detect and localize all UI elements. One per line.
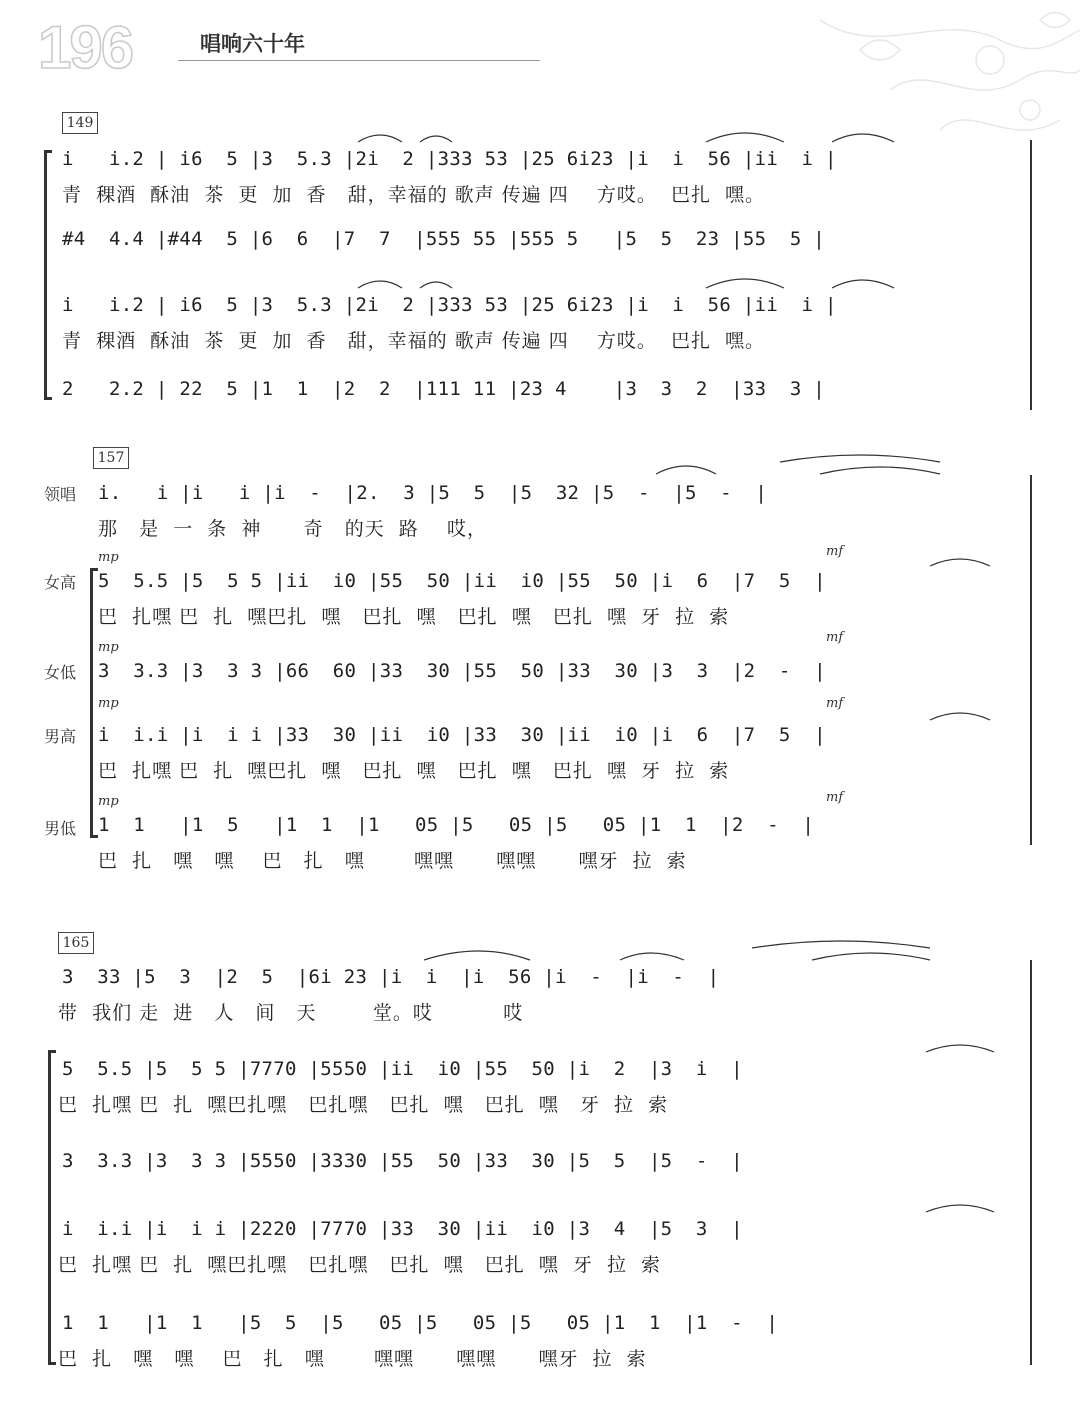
lyric-row: 带 我们 走 进 人 间 天 堂。哎 哎 [58, 1002, 524, 1024]
score-row-bass: 2 2.2 | 22 5 |1 1 |2 2 |111 11 |23 4 |3 3 2 |33 3 | [62, 378, 826, 400]
dynamic-mark: mf [826, 696, 844, 711]
score-row-soprano: i i.2 | i6 5 |3 5.3 |2i 2 |333 53 |25 6i23 |i i 56 |ii i | [62, 148, 837, 170]
score-row-lead: 3 33 |5 3 |2 5 |6i 23 |i i |i 56 |i - |i - | [62, 966, 720, 988]
score-row-tenor: i i.2 | i6 5 |3 5.3 |2i 2 |333 53 |25 6i23 |i i 56 |ii i | [62, 294, 837, 316]
score-row-bass: 1 1 |1 1 |5 5 |5 05 |5 05 |5 05 |1 1 |1 - | [62, 1312, 779, 1334]
choir-bracket [48, 1050, 51, 1365]
lyric-row: 那 是 一 条 神 奇 的天 路 哎， [98, 518, 487, 540]
part-label: 女低 [44, 663, 77, 682]
score-row-lead: i. i |i i |i - |2. 3 |5 5 |5 32 |5 - |5 - | [98, 482, 768, 504]
score-row-tenor: i i.i |i i i |33 30 |ii i0 |33 30 |ii i0 |i 6 |7 5 | [98, 724, 826, 746]
measure-number: 165 [58, 932, 94, 954]
score-row-alto: 3 3.3 |3 3 3 |5550 |3330 |55 50 |33 30 |5 5 |5 - | [62, 1150, 743, 1172]
lyric-row: 巴 扎嘿 巴 扎 嘿巴扎 嘿 巴扎 嘿 巴扎 嘿 巴扎 嘿 牙 拉 索 [98, 760, 730, 782]
lyric-row: 青 稞酒 酥油 茶 更 加 香 甜，幸福的 歌声 传遍 四 方哎。 巴扎 嘿。 [62, 330, 766, 352]
page-number: 196 [38, 14, 133, 81]
score-row-alto: 3 3.3 |3 3 3 |66 60 |33 30 |55 50 |33 30 |3 3 |2 - | [98, 660, 826, 682]
score-row-soprano: 5 5.5 |5 5 5 |ii i0 |55 50 |ii i0 |55 50 |i 6 |7 5 | [98, 570, 826, 592]
lyric-row: 巴 扎 嘿 嘿 巴 扎 嘿 嘿嘿 嘿嘿 嘿牙 拉 索 [98, 850, 687, 872]
lyric-row: 巴 扎嘿 巴 扎 嘿巴扎 嘿 巴扎 嘿 巴扎 嘿 巴扎 嘿 牙 拉 索 [98, 606, 730, 628]
measure-number: 149 [62, 112, 98, 134]
end-barline [1030, 475, 1032, 845]
end-barline [1030, 960, 1032, 1365]
lyric-row: 巴 扎嘿 巴 扎 嘿巴扎嘿 巴扎嘿 巴扎 嘿 巴扎 嘿 牙 拉 索 [58, 1094, 669, 1116]
lyric-row: 巴 扎嘿 巴 扎 嘿巴扎嘿 巴扎嘿 巴扎 嘿 巴扎 嘿 牙 拉 索 [58, 1254, 662, 1276]
system-bracket [44, 150, 47, 400]
score-row-tenor: i i.i |i i i |2220 |7770 |33 30 |ii i0 |3 4 |5 3 | [62, 1218, 743, 1240]
dynamic-mark: mp [98, 550, 119, 565]
header-rule [178, 60, 540, 61]
book-title: 唱响六十年 [200, 31, 305, 56]
part-label: 领唱 [44, 485, 77, 504]
lyric-row: 青 稞酒 酥油 茶 更 加 香 甜，幸福的 歌声 传遍 四 方哎。 巴扎 嘿。 [62, 184, 766, 206]
choir-bracket [90, 568, 93, 838]
dynamic-mark: mp [98, 794, 119, 809]
score-row-soprano: 5 5.5 |5 5 5 |7770 |5550 |ii i0 |55 50 |i 2 |3 i | [62, 1058, 743, 1080]
part-label: 男低 [44, 819, 77, 838]
score-row-alto: #4 4.4 |#44 5 |6 6 |7 7 |555 55 |555 5 |5 5 23 |55 5 | [62, 228, 826, 250]
end-barline [1030, 140, 1032, 410]
lyric-row: 巴 扎 嘿 嘿 巴 扎 嘿 嘿嘿 嘿嘿 嘿牙 拉 索 [58, 1348, 647, 1370]
dynamic-mark: mp [98, 696, 119, 711]
dynamic-mark: mf [826, 630, 844, 645]
part-label: 女高 [44, 573, 77, 592]
floral-ornament-icon [740, 0, 1080, 170]
dynamic-mark: mp [98, 640, 119, 655]
dynamic-mark: mf [826, 790, 844, 805]
part-label: 男高 [44, 727, 77, 746]
dynamic-mark: mf [826, 544, 844, 559]
score-row-bass: 1 1 |1 5 |1 1 |1 05 |5 05 |5 05 |1 1 |2 - | [98, 814, 815, 836]
measure-number: 157 [93, 447, 129, 469]
